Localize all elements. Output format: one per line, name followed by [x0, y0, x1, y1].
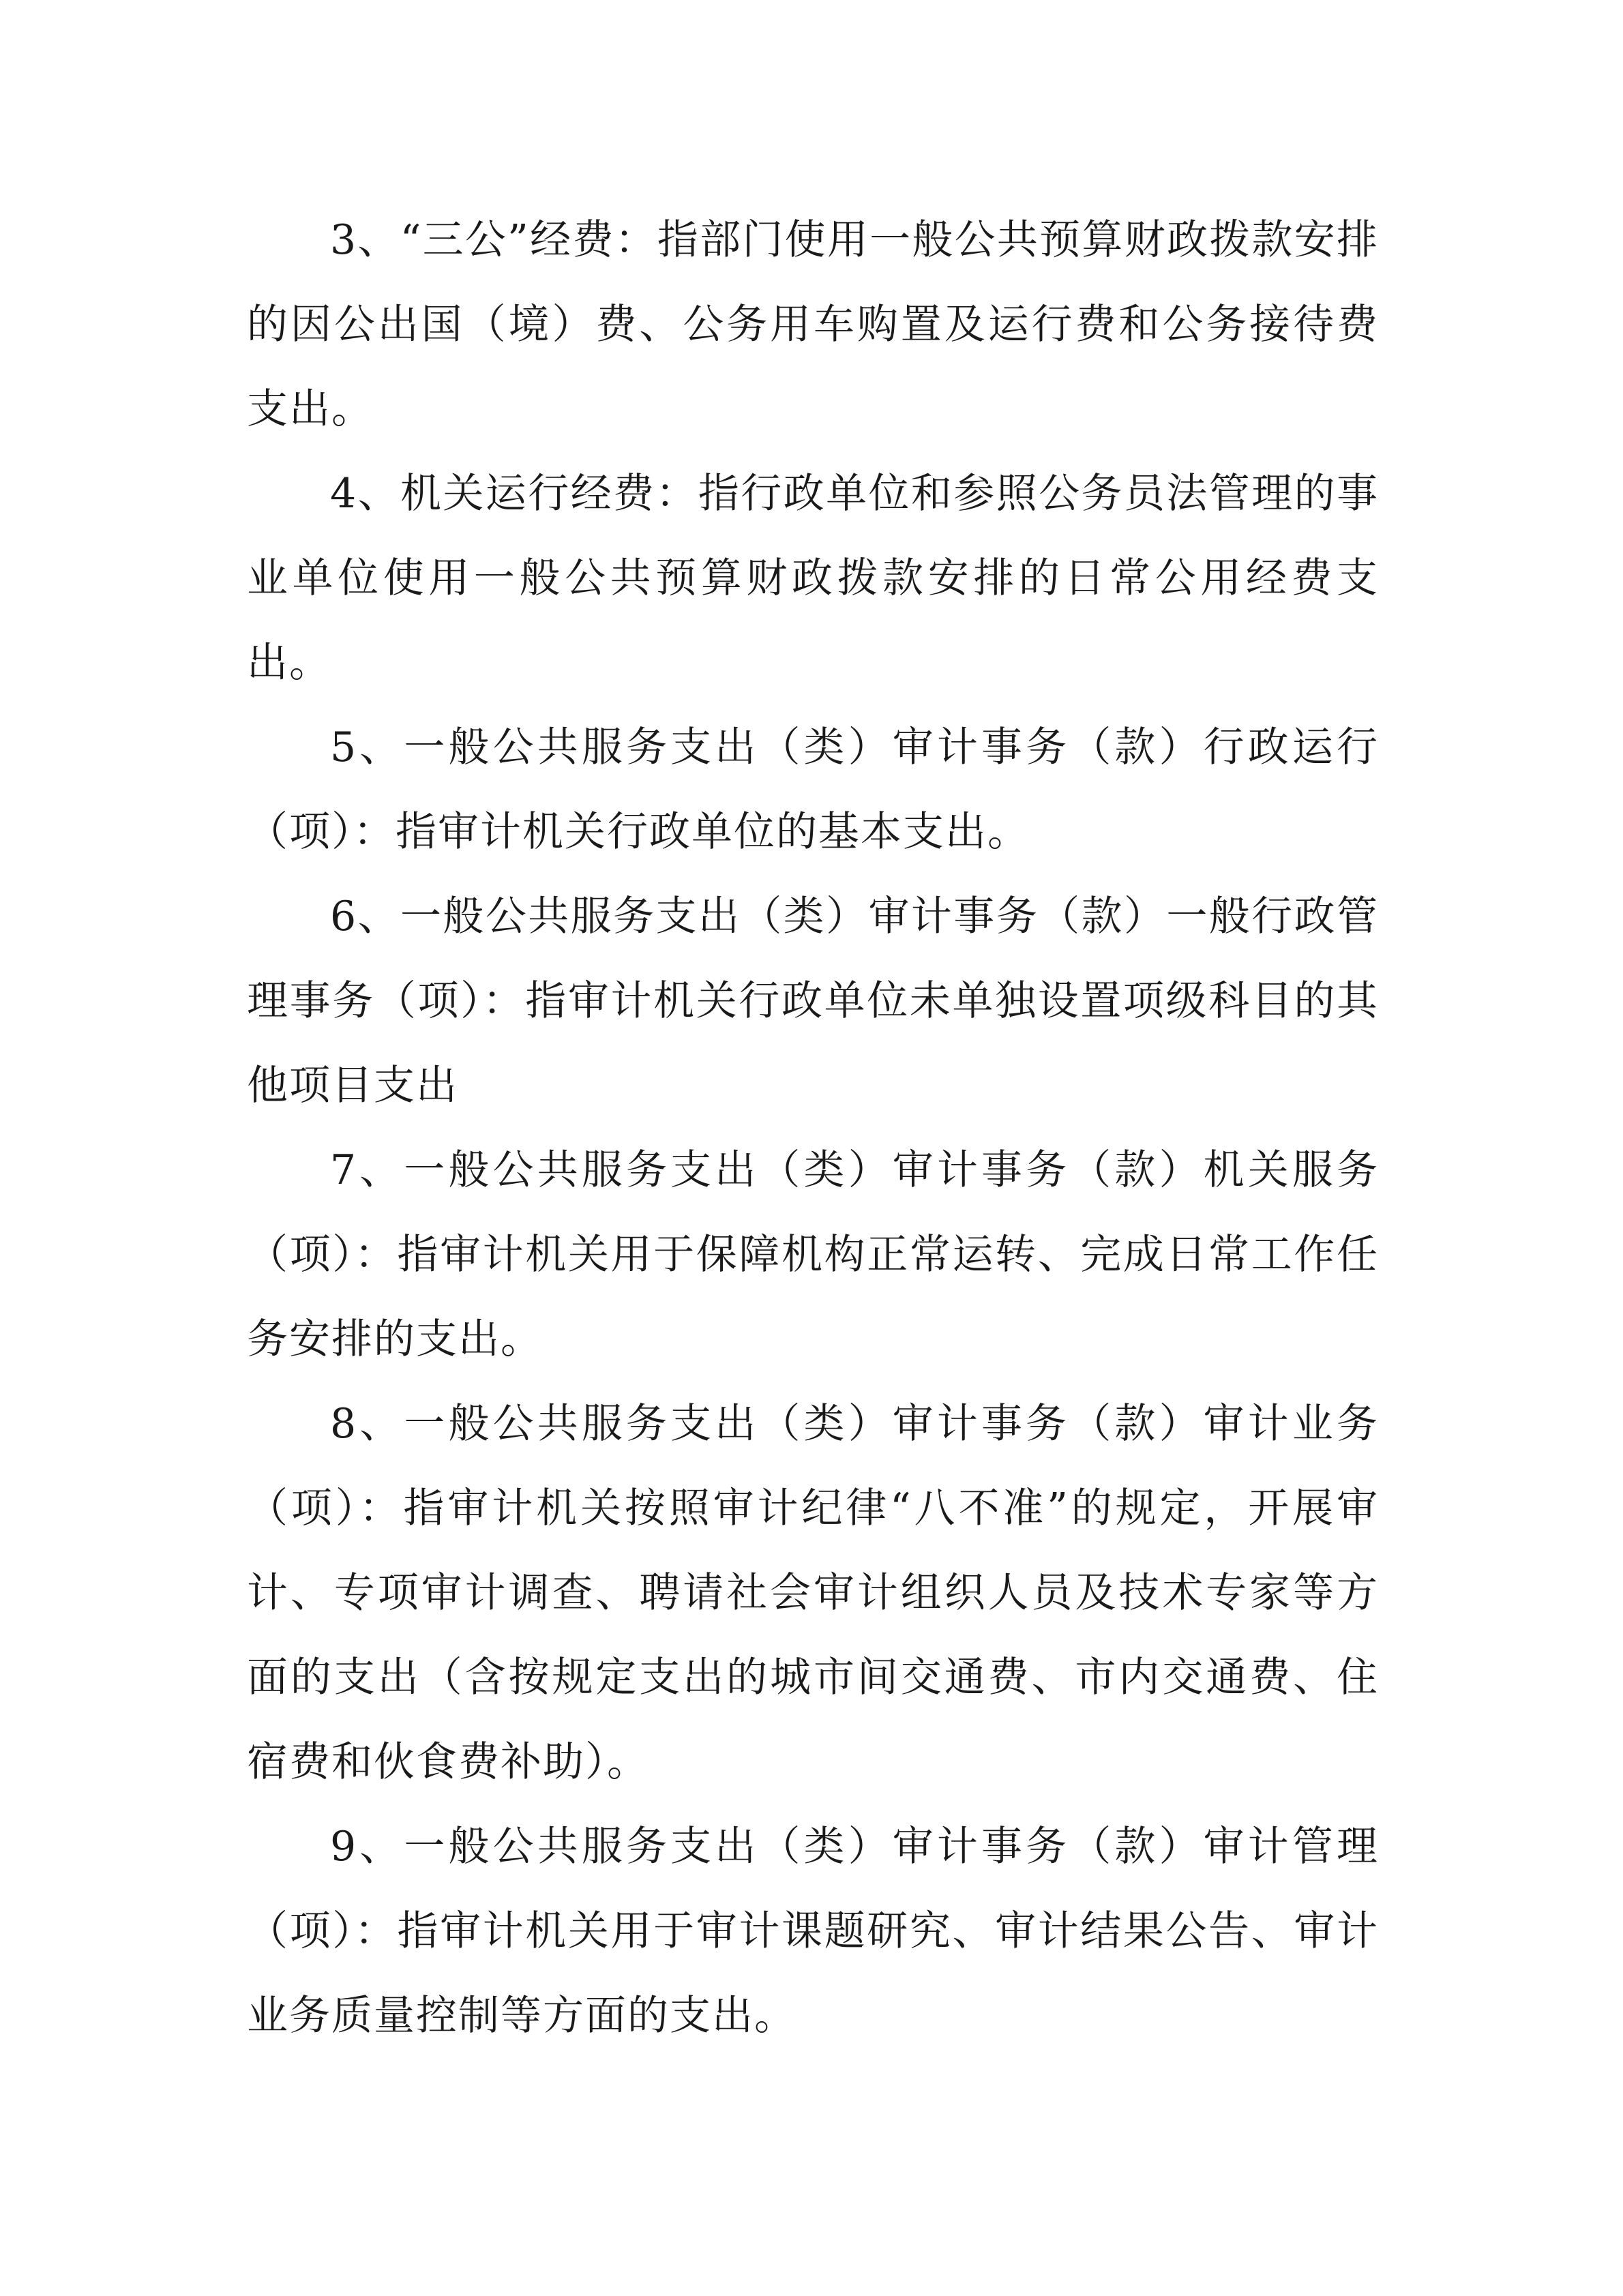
paragraph-item-6: 6、一般公共服务支出（类）审计事务（款）一般行政管理事务（项）：指审计机关行政单位未单独设置项级科目的其他项目支出	[247, 893, 1379, 1109]
paragraph-item-4: 4、机关运行经费：指行政单位和参照公务员法管理的事业单位使用一般公共预算财政拨款安排的日常公用经费支出。	[247, 470, 1379, 687]
paragraph-item-7: 7、一般公共服务支出（类）审计事务（款）机关服务（项）：指审计机关用于保障机构正常运转、完成日常工作任务安排的支出。	[247, 1146, 1379, 1363]
paragraph-item-8: 8、一般公共服务支出（类）审计事务（款）审计业务（项）：指审计机关按照审计纪律“八不准”的规定，开展审计、专项审计调查、聘请社会审计组织人员及技术专家等方面的支出（含按规定支出的城市间交通费、市内交通费、住宿费和伙食费补助）。	[247, 1400, 1379, 1786]
paragraph-item-9: 9、一般公共服务支出（类）审计事务（款）审计管理（项）：指审计机关用于审计课题研究、审计结果公告、审计业务质量控制等方面的支出。	[247, 1823, 1379, 2040]
paragraph-item-3: 3、“三公”经费：指部门使用一般公共预算财政拨款安排的因公出国（境）费、公务用车购置及运行费和公务接待费支出。	[247, 216, 1379, 433]
document-body	[247, 198, 1379, 2058]
paragraph-item-5: 5、一般公共服务支出（类）审计事务（款）行政运行（项）：指审计机关行政单位的基本支出。	[247, 724, 1379, 856]
